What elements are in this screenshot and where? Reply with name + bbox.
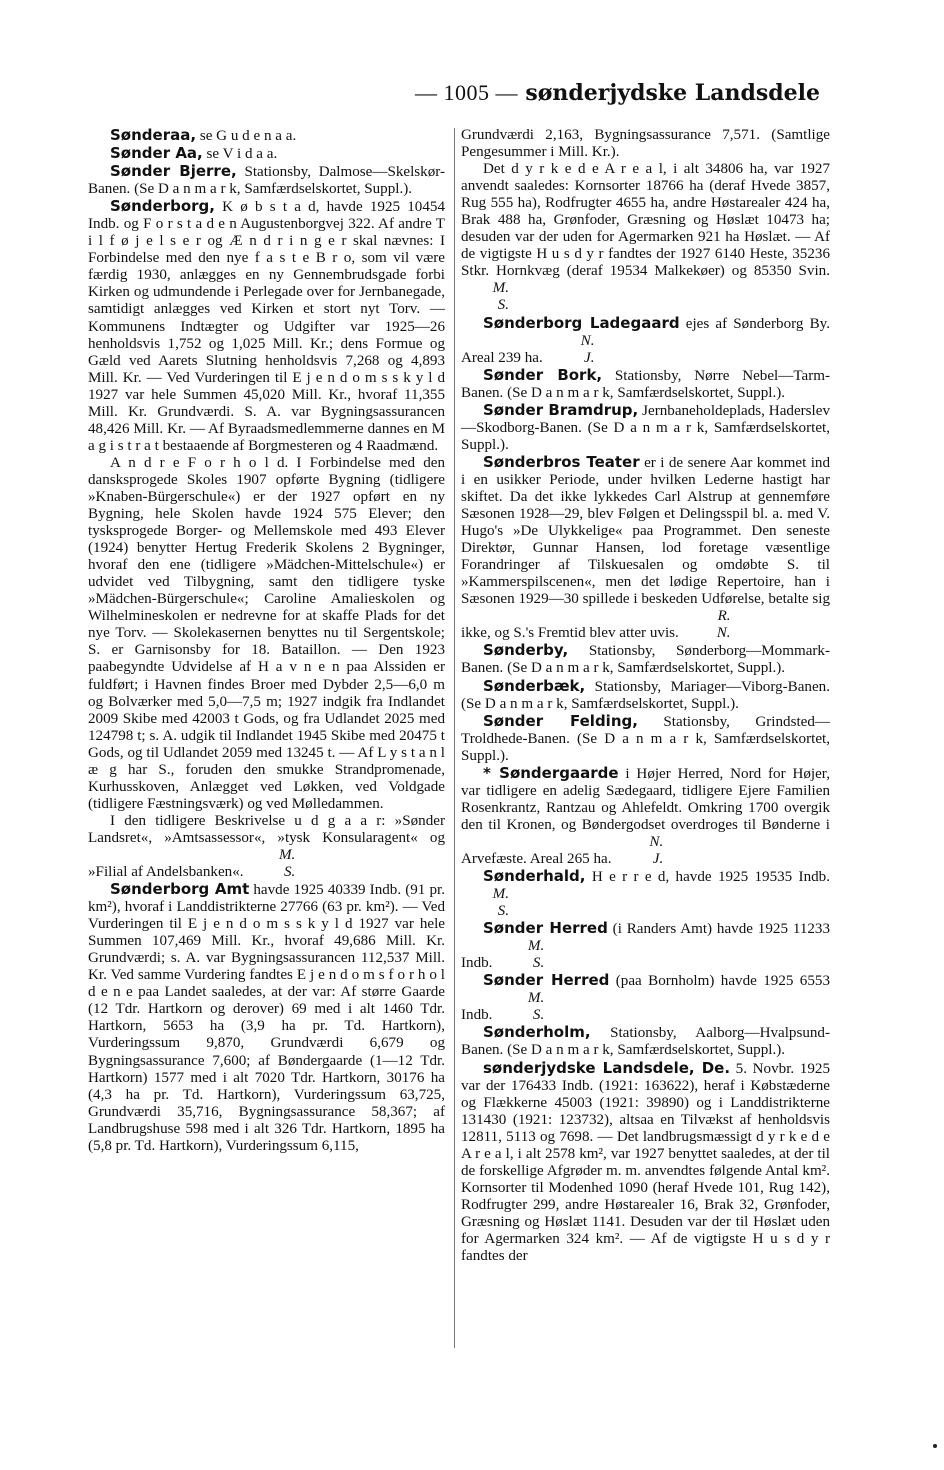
entry-text: K ø b s t a d, havde 1925 10454 Indb. og F o r s t a d e n Augustenborgvej 322. Af andre T i l f ø j e l s e r og Æ n d r i n g e r skal nævnes: I Forbindelse med den nye f a s t e B r o, som vil være færdig 1930, anlægges en ny Gennembrudsgade forbi Kirken og udmundende i Perlegade over for Jernbanegade, samtidigt anlægges ved Kirken et stort nyt Torv. — Kommunens Indtægter og Udgifter var 1925—26 henholdsvis 1,752 og 1,025 Mill. Kr.; dens Formue og Gæld ved Aarets Slutning henholdsvis 7,268 og 4,893 Mill. Kr. — Ved Vurderingen til E j e n d o m s s k y l d 1927 var hele Summen 45,020 Mill. Kr., hvoraf 11,355 Mill. Kr. Grundværdi. S. A. var Bygningsassurancen 48,426 Mill. Kr. — Af Byraadsmedlemmerne dannes en M a g i s t r a t bestaaende af Borgmesteren og 4 Raadmænd.	[88, 199, 445, 454]
dictionary-entry	[461, 454, 830, 643]
entry-headword: Sønderborg Ladegaard	[483, 313, 680, 332]
entry-text: Stationsby, Grindsted—Troldhede-Banen. (Se D a n m a r k, Samfærdselskortet, Suppl.).	[461, 713, 831, 764]
entry-headword: Sønderborg,	[110, 197, 215, 216]
entry-text: (i Randers Amt) havde 1925 11233 Indb.	[461, 921, 831, 972]
dictionary-entry	[461, 920, 830, 972]
dictionary-entry	[461, 868, 830, 920]
entry-headword: sønderjydske Landsdele, De.	[483, 1058, 731, 1077]
entry-headword: Sønderaa,	[110, 126, 197, 144]
entry-headword: Sønder Felding,	[483, 711, 638, 730]
entry-headword: Sønderborg Amt	[110, 880, 250, 899]
entry-text: 5. Novbr. 1925 var der 176433 Indb. (1921: 163622), heraf i Købstæderne og Flækkerne 45003 (1921: 39890) og i Landdistrikterne 131430 (1921: 123732), altsaa en Tilvækst af henholdsvis 12811, 5113 og 7698. — Det landbrugsmæssigt d y r k e d e A r e a l, i alt 2578 km², var 1927 benyttet saaledes, at der til de forskellige Afgrøder m. m. anvendtes følgende Antal km². Kornsorter til Modenhed 1090 (heraf Hvede 101, Rug 142), Rodfrugter 299, andre Høstarealer 16, Brak 32, Grønfoder, Græsning og Høslæt 1141. Desuden var der til Høslæt uden for Agermarken 324 km². — Af de vigtigste H u s d y r fandtes der	[461, 1060, 830, 1265]
entry-headword: Sønderholm,	[483, 1023, 591, 1042]
entry-text: er i de senere Aar kommet ind i en usikker Periode, under hvilken Lederne hastigt har skiftet. Da det ikke lykkedes Carl Alstrup at gennemføre Sæsonen 1928—29, blev Følgen et Delingsspil bl. a. med V. Hugo's »De Ulykkelige« paa Programmet. Den seneste Direktør, Gunnar Hansen, lod foretage væsentlige Forandringer af Tilskuesalen og omdøbte S. til »Kammerspilscenen«, men det lødige Repertoire, han i Sæsonen 1929—30 spillede i beskeden Udførelse, betalte sig ikke, og S.'s Fremtid blev atter uvis.	[461, 454, 830, 642]
dictionary-entry	[461, 161, 830, 314]
author-signature: M. S.	[492, 280, 509, 314]
entry-headword: Sønder Herred	[483, 971, 610, 990]
page-header	[80, 74, 820, 114]
entry-text: Grundværdi 2,163, Bygningsassurance 7,571. (Samtlige Pengesummer i Mill. Kr.).	[461, 127, 830, 161]
dictionary-entry	[461, 1060, 830, 1266]
page-number: — 1005 —	[415, 80, 518, 105]
dictionary-entry	[461, 642, 830, 677]
entry-text: se V i d a a.	[202, 146, 278, 163]
author-signature: M. S.	[527, 938, 545, 972]
right-column	[461, 127, 830, 1265]
entry-headword: Sønder Bork,	[483, 365, 603, 384]
entry-text: A n d r e F o r h o l d. I Forbindelse med den dansksprogede Skoles 1907 opførte Bygning (tidligere »Knaben-Bürgerschule«) er der 1927 opført en ny Bygning, hele Skolen havde 1924 575 Elever; den tysksprogede Borger- og Mellemskole med 493 Elever (1924) benytter Hertug Frederik Skolens 2 Bygninger, hvoraf den ene (tidligere »Mädchen-Mittelschule«) er udvidet ved Tilbygning, samt den tidligere tyske »Mädchen-Bürgerschule«; Caroline Amalieskolen og Wilhelmineskolen er nedrevne for at skaffe Plads for det nye Torv. — Skolekasernen benyttes nu til Sergentskole; S. er Garnisonsby for 18. Bataillon. — Den 1923 paabegyndte Udvidelse af H a v n e n paa Alssiden er fuldført; i Havnen findes Broer med Dybder 2,5—6,0 m og Bolværker med 5,0—7,5 m; 1927 indgik fra Indlandet 2009 Skibe med 42003 t Gods, og fra Udlandet 2025 med 124798 t; s. A. udgik til Indlandet 1945 Skibe med 20475 t Gods, og til Udlandet 2059 med 13245 t. — Af L y s t a n l æ g har S., foruden den smukke Strandpromenade, Kurhusskoven, Anlægget ved Løkken, ved Voldgade (tidligere Fæstningsværk) og ved Mølledammen.	[88, 454, 445, 812]
entry-headword: Sønderbæk,	[483, 676, 586, 695]
entry-text: H e r r e d, havde 1925 19535 Indb.	[585, 869, 830, 886]
dictionary-entry	[461, 972, 830, 1024]
entry-headword: Sønder Herred	[483, 919, 608, 938]
entry-text: Det d y r k e d e A r e a l, i alt 34806 ha, var 1927 anvendt saaledes: Kornsorter 18766 ha (deraf Hvede 3857, Rug 555 ha), Rodfrugter 4655 ha, andre Høstarealer 424 ha, Brak 488 ha, Grønfoder, Græsning og Høslæt 10473 ha; desuden var der uden for Agermarken 921 ha Høslæt. — Af de vigtigste H u s d y r fandtes der 1927 6140 Heste, 35236 Stkr. Hornkvæg (deraf 19534 Malkekøer) og 85350 Svin.	[461, 161, 830, 280]
dictionary-entry	[88, 455, 445, 813]
entry-text: Stationsby, Aalborg—Hvalpsund-Banen. (Se D a n m a r k, Samfærdselskortet, Suppl.).	[461, 1025, 830, 1059]
author-signature: M. S.	[492, 886, 509, 920]
author-signature: R. N.	[716, 608, 731, 642]
page-mark	[933, 1444, 937, 1448]
dictionary-entry	[88, 198, 445, 455]
author-signature: M. S.	[527, 990, 545, 1024]
entry-text: Stationsby, Dalmose—Skelskør-Banen. (Se D a n m a r k, Samfærdselskortet, Suppl.).	[88, 164, 446, 198]
dictionary-entry	[88, 127, 445, 145]
author-signature: N. J.	[649, 833, 664, 867]
entry-headword: Sønder Bjerre,	[110, 162, 237, 181]
author-signature: M. S.	[278, 846, 296, 881]
entry-text: Stationsby, Sønderborg—Mommark-Banen. (Se D a n m a r k, Samfærdselskortet, Suppl.).	[461, 643, 830, 677]
dictionary-entry	[461, 713, 830, 765]
dictionary-entry	[88, 881, 445, 1155]
entry-headword: Sønderhald,	[483, 867, 586, 886]
entry-headword: * Søndergaarde	[483, 763, 619, 782]
dictionary-entry	[461, 402, 830, 454]
dictionary-entry	[88, 145, 445, 163]
entry-text: se G u d e n a a.	[196, 128, 297, 144]
dictionary-entry	[461, 315, 830, 367]
entry-headword: Sønderbros Teater	[483, 452, 640, 471]
entry-headword: Sønderby,	[483, 641, 569, 660]
entry-text: ejes af Sønderborg By. Areal 239 ha.	[461, 315, 830, 366]
entry-headword: Sønder Aa,	[110, 144, 203, 163]
dictionary-entry	[461, 1024, 830, 1059]
dictionary-entry	[461, 678, 830, 713]
dictionary-entry	[461, 367, 830, 402]
dictionary-entry	[88, 813, 445, 881]
author-signature: N. J.	[580, 332, 595, 366]
running-head: sønderjydske Landsdele	[525, 80, 820, 106]
entry-text: havde 1925 40339 Indb. (91 pr. km²), hvoraf i Landdistrikterne 27766 (63 pr. km²). — Ved Vurderingen til E j e n d o m s s k y l d 1927 var hele Summen 107,469 Mill. Kr., hvoraf 49,686 Mill. Kr. Grundværdi; s. A. var Bygningsassurancen 112,537 Mill. Kr. Ved samme Vurdering fandtes E j e n d o m s f o r h o l d e n e paa Landet saaledes, at der var: Af større Gaarde (12 Tdr. Hartkorn og derover) 69 med i alt 1460 Tdr. Hartkorn, 5653 ha (3,9 ha pr. Td. Hartkorn), Vurderingssum 9,870, Grundværdi 6,679 og Bygningsassurance 7,600; af Bøndergaarde (1—12 Tdr. Hartkorn) 1577 med i alt 7020 Tdr. Hartkorn, 30176 ha (4,3 ha pr. Td. Hartkorn), Vurderingssum 63,725, Grundværdi 35,716, Bygningsassurance 58,367; af Landbrugshuse 598 med i alt 326 Tdr. Hartkorn, 1895 ha (5,8 pr. Td. Hartkorn), Vurderingssum 6,115,	[88, 882, 445, 1154]
entry-text: Stationsby, Nørre Nebel—Tarm-Banen. (Se D a n m a r k, Samfærdselskortet, Suppl.).	[461, 367, 830, 401]
entry-text: Stationsby, Mariager—Viborg-Banen. (Se D a n m a r k, Samfærdselskortet, Suppl.).	[461, 678, 830, 712]
dictionary-entry	[461, 765, 830, 868]
column-divider	[454, 128, 455, 1348]
dictionary-entry	[461, 127, 830, 161]
entry-text: Jernbaneholdeplads, Haderslev—Skodborg-Banen. (Se D a n m a r k, Samfærdselskortet, Suppl.).	[461, 402, 830, 453]
entry-text: (paa Bornholm) havde 1925 6553 Indb.	[461, 973, 830, 1024]
left-column	[88, 127, 445, 1155]
entry-text: I den tidligere Beskrivelse u d g a a r: »Sønder Landsret«, »Amtsassessor«, »tysk Konsularagent« og »Filial af Andelsbanken«.	[88, 812, 445, 881]
entry-headword: Sønder Bramdrup,	[483, 400, 639, 419]
entry-text: i Højer Herred, Nord for Højer, var tidligere en adelig Sædegaard, tidligere Ejere Familien Rosenkrantz, Rantzau og Ahlefeldt. Omkring 1700 overgik den til Kronen, og Bøndergodset overdroges til Bønderne i Arvefæste. Areal 265 ha.	[461, 765, 831, 867]
dictionary-entry	[88, 163, 445, 198]
